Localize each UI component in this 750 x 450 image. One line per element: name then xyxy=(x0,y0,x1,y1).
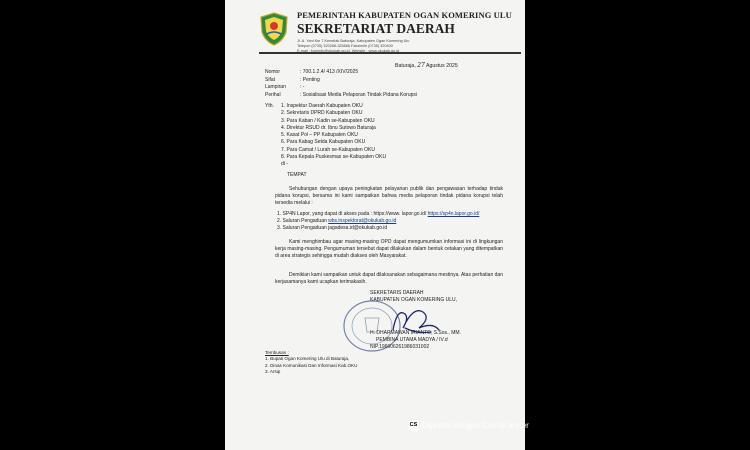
letterhead-email: E-mail : kominfo@okukab.go.id, Website : www.okukab.go.id xyxy=(297,49,400,53)
list-item: 8. Para Kepala Puskesmas se-Kabupaten OKU xyxy=(281,154,387,161)
list-item: 7. Para Camat / Lurah se-Kabupaten OKU xyxy=(281,146,375,153)
signer-position: SEKRETARIS DAERAH xyxy=(370,290,424,296)
letterhead-secretariat: SEKRETARIAT DAERAH xyxy=(297,21,455,36)
list-item: 3. Arsip xyxy=(265,368,281,374)
recipients-place: TEMPAT xyxy=(287,172,307,178)
recipients-label: Yth. xyxy=(265,103,274,109)
date-month-year: Agustus 2025 xyxy=(426,63,458,69)
date-place: Baturaja, xyxy=(395,63,416,69)
channel-text: 1. SP4N Lapor, yang dapat di akses pada : https://www. lapor.go.id/ xyxy=(277,211,428,217)
list-item xyxy=(277,211,479,218)
meta-label: Nomor xyxy=(265,69,281,75)
list-item xyxy=(277,218,479,225)
list-item: 4. Direktur RSUD dr. Ibnu Sutowo Baturaja xyxy=(281,124,376,131)
list-item: 1. Inspektur Daerah Kabupaten OKU xyxy=(281,103,363,109)
date-day: 27 xyxy=(417,62,425,69)
meta-value: : Sosialisasi Media Pelaporan Tindak Pidana Korupsi xyxy=(300,91,418,98)
meta-label: Lampiran xyxy=(265,84,286,91)
camscanner-label: Dipindai dengan CamScanner xyxy=(422,421,529,430)
letter-page xyxy=(225,0,525,450)
letterhead-divider xyxy=(259,52,521,54)
signer-office: KABUPATEN OGAN KOMERING ULU, xyxy=(370,296,458,303)
list-item: 2. Dinas Komunikasi Dan Informasi Kab.OKU xyxy=(265,362,358,368)
list-item: 3. Para Kaban / Kadin se-Kabupaten OKU xyxy=(281,117,375,124)
handwritten-signature-icon xyxy=(375,300,450,346)
body-paragraph-intro: Sehubungan dengan upaya peningkatan pelayanan publik dan pengawasan terhadap tindak pidana korupsi, bersama ini kami sampaikan bahwa media pelaporan tindak pidana korupsi telah tersedia melalui : xyxy=(275,186,503,206)
reporting-channels xyxy=(277,211,479,233)
body-paragraph-closing: Demikian kami sampaikan untuk dapat dilaksanakan sebagaimana mestinya. Atas perhatian dan kerjasamanya kami ucapkan terimakasih. xyxy=(275,272,503,285)
meta-value: : Penting xyxy=(300,76,320,83)
letterhead-phone: Telepon (0735) 320266-325666 Faksimile (0735) 320400 xyxy=(297,44,393,48)
letterhead xyxy=(297,10,517,54)
camscanner-icon: CS xyxy=(408,420,419,431)
list-item: 1. Bupati Ogan Komering Ulu di Baturaja, xyxy=(265,356,350,362)
meta-value: : - xyxy=(300,84,305,91)
meta-label: Sifat xyxy=(265,76,276,83)
body-paragraph-appeal: Kami menghimbau agar masing-masing OPD dapat mengumumkan informasi ini di lingkungan kerja masing-masing. Pengumuman tersebut dapat dilakukan dalam bentuk cetakan yang ditempatkan di area strategis sehingga mudah diakses oleh Masyarakat. xyxy=(275,239,503,259)
list-item: 5. Kasat Pol – PP Kabupaten OKU xyxy=(281,132,358,139)
okw-coat-of-arms-logo xyxy=(259,12,289,46)
list-item: 6. Para Kabag Setda Kabupaten OKU xyxy=(281,139,366,146)
recipients-list xyxy=(281,103,386,169)
letterhead-address: Jl. A. Yani Km 7 Kemelak Baturaja, Kabupaten Ogan Komering Ulu xyxy=(297,39,410,43)
channel-link[interactable]: wbs.inspektorat@okukab.go.id xyxy=(328,218,397,225)
meta-value: : 700.1.2.4/ 413 /XIV/2025 xyxy=(300,69,359,75)
camscanner-watermark xyxy=(408,420,529,431)
signer-rank: PEMBINA UTAMA MADYA / IV.d xyxy=(376,337,448,343)
letter-date xyxy=(395,62,458,69)
cc-block xyxy=(265,350,357,375)
letterhead-government: PEMERINTAH KABUPATEN OGAN KOMERING ULU xyxy=(297,10,512,20)
signer-nip: NIP.196606261986031002 xyxy=(370,344,430,350)
meta-label: Perihal xyxy=(265,91,281,98)
list-item xyxy=(277,225,479,232)
list-item: 2. Sekretaris DPRD Kabupaten OKU xyxy=(281,110,363,117)
channel-link[interactable]: https://sp4n.lapor.go.id/ xyxy=(427,211,480,217)
cc-heading: Tembusan : xyxy=(265,350,289,355)
recipients-di: di - xyxy=(281,161,288,168)
channel-text: 3. Saluran Pengaduan jagadesa.id@okukab.go.id xyxy=(277,225,388,232)
signer-name: H. DHARMAWAN IRIANTO, S.Sos., MM. xyxy=(370,330,461,336)
channel-text: 2. Saluran Pengaduan xyxy=(277,218,329,225)
